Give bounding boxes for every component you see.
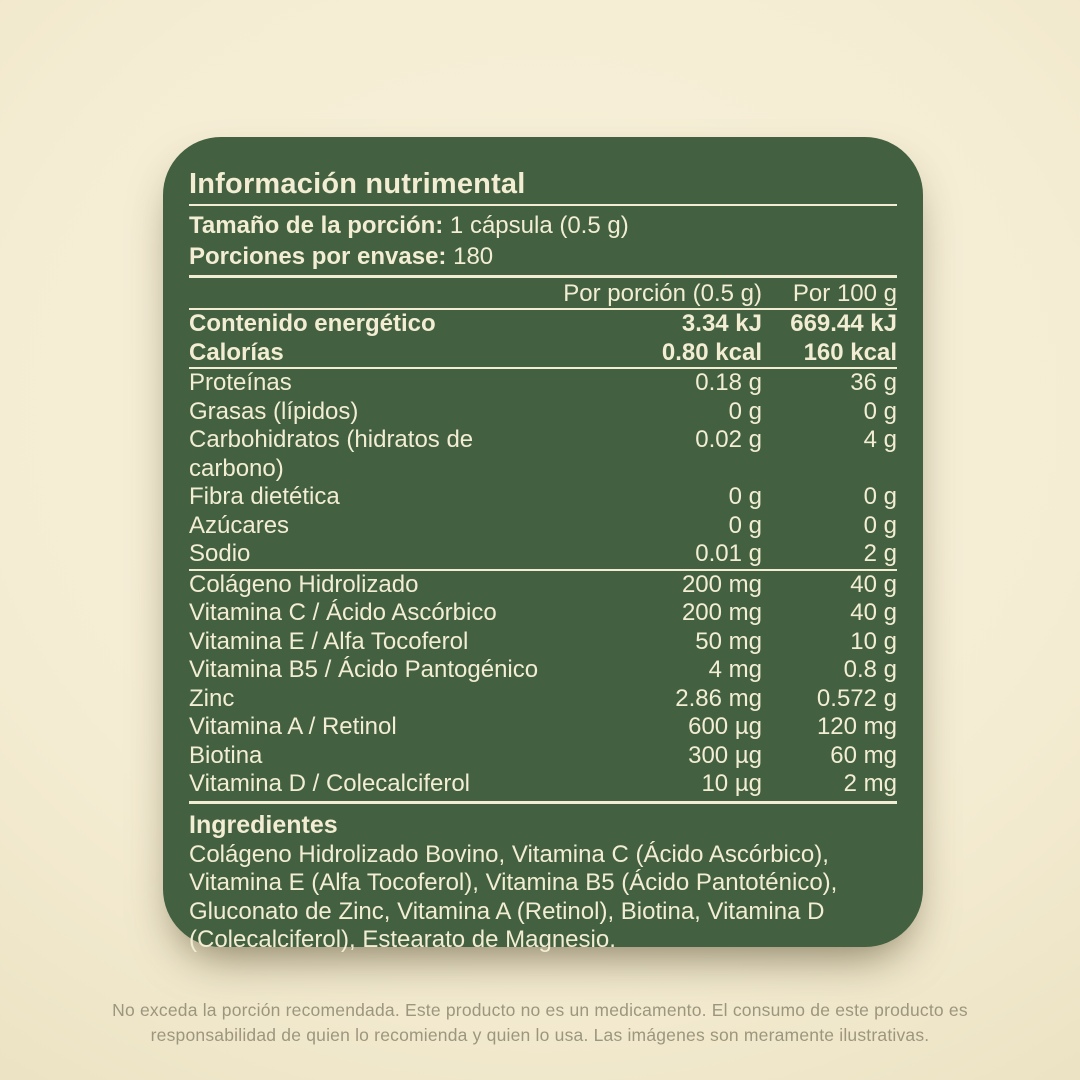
nutrient-row — [189, 770, 897, 799]
nutrient-name: Proteínas — [189, 369, 292, 396]
nutrient-per-serving: 0.01 g — [695, 540, 762, 567]
nutrient-per-serving: 0.80 kcal — [661, 338, 762, 366]
nutrient-name: Sodio — [189, 540, 251, 567]
disclaimer-line-1: No exceda la porción recomendada. Este producto no es un medicamento. El consumo de este producto es — [112, 999, 968, 1020]
nutrient-name: Zinc — [189, 684, 235, 712]
nutrient-per-100g: 0 g — [863, 397, 897, 425]
nutrient-per-serving: 0 g — [728, 511, 762, 539]
nutrient-per-100g: 36 g — [850, 369, 897, 396]
energy-rows — [189, 310, 897, 367]
disclaimer-text — [110, 998, 970, 1048]
ingredients-text: Colágeno Hidrolizado Bovino, Vitamina C (Ácido Ascórbico), Vitamina E (Alfa Tocoferol), Vitamina B5 (Ácido Pantoténico), Gluconato de Zinc, Vitamina A (Retinol), Biotina, Vitamina D (Colecalciferol), Estearato de Magnesio. — [189, 840, 838, 954]
nutrient-name: Vitamina B5 / Ácido Pantogénico — [189, 656, 539, 683]
nutrient-row — [189, 540, 897, 569]
nutrient-per-serving: 300 µg — [688, 741, 762, 769]
nutrient-per-serving: 200 mg — [681, 599, 762, 626]
serving-size-label: Tamaño de la porción: — [189, 212, 444, 239]
divider-before-ingredients — [189, 801, 897, 804]
nutrient-per-100g: 0 g — [863, 483, 897, 510]
nutrient-per-serving: 0.18 g — [695, 369, 762, 396]
nutrient-row — [189, 369, 897, 398]
nutrient-per-100g: 0.8 g — [843, 656, 897, 683]
nutrition-label-card — [163, 137, 923, 954]
column-header-per-100g: Por 100 g — [792, 280, 897, 307]
nutrient-per-100g: 0 g — [863, 511, 897, 539]
nutrient-name: Fibra dietética — [189, 483, 340, 510]
ingredients-title: Ingredientes — [189, 810, 338, 839]
nutrient-per-serving: 2.86 mg — [675, 684, 762, 712]
nutrient-row — [189, 512, 897, 541]
nutrient-per-serving: 10 µg — [701, 770, 762, 797]
nutrient-per-100g: 60 mg — [830, 741, 897, 769]
nutrient-per-100g: 160 kcal — [803, 338, 897, 366]
nutrient-row — [189, 742, 897, 771]
label-title: Información nutrimental — [189, 168, 526, 200]
macronutrient-rows — [189, 369, 897, 569]
nutrient-per-100g: 0.572 g — [816, 684, 897, 712]
nutrient-per-100g: 669.44 kJ — [790, 310, 897, 337]
nutrient-per-100g: 120 mg — [816, 713, 897, 740]
nutrient-name: Azúcares — [189, 511, 290, 539]
nutrient-per-serving: 4 mg — [708, 656, 762, 683]
nutrient-name: Contenido energético — [189, 310, 436, 337]
nutrient-per-serving: 600 µg — [688, 713, 762, 740]
divider-under-title — [189, 204, 897, 206]
nutrient-name: Vitamina E / Alfa Tocoferol — [189, 627, 469, 655]
serving-size-line — [189, 210, 897, 241]
nutrient-row — [189, 685, 897, 714]
nutrient-per-100g: 40 g — [850, 599, 897, 626]
nutrient-row — [189, 628, 897, 657]
nutrient-per-serving: 0 g — [728, 483, 762, 510]
nutrient-row — [189, 310, 897, 339]
nutrient-name: Vitamina A / Retinol — [189, 713, 397, 740]
nutrient-per-serving: 50 mg — [695, 627, 762, 655]
nutrient-row — [189, 339, 897, 368]
nutrient-per-serving: 3.34 kJ — [681, 310, 762, 337]
column-header-row — [189, 280, 897, 308]
nutrient-per-100g: 2 mg — [843, 770, 897, 797]
nutrient-name: Grasas (lípidos) — [189, 397, 359, 425]
nutrient-name: Vitamina D / Colecalciferol — [189, 770, 471, 797]
nutrient-row — [189, 426, 897, 483]
nutrient-name: Colágeno Hidrolizado — [189, 570, 419, 598]
nutrient-name: Biotina — [189, 741, 263, 769]
serving-size-value: 1 cápsula (0.5 g) — [449, 212, 629, 239]
nutrient-name: Carbohidratos (hidratos de carbono) — [189, 426, 474, 482]
divider-after-servings — [189, 275, 897, 278]
nutrient-per-100g: 40 g — [850, 570, 897, 598]
nutrient-per-100g: 2 g — [863, 540, 897, 567]
nutrient-name: Calorías — [189, 338, 284, 366]
servings-value: 180 — [453, 243, 494, 270]
nutrient-row — [189, 656, 897, 685]
nutrient-per-100g: 10 g — [850, 627, 897, 655]
nutrient-row — [189, 483, 897, 512]
supplement-rows — [189, 571, 897, 799]
nutrient-per-serving: 0 g — [728, 397, 762, 425]
nutrient-row — [189, 398, 897, 427]
nutrient-per-serving: 0.02 g — [695, 426, 762, 453]
nutrient-row — [189, 713, 897, 742]
servings-label: Porciones por envase: — [189, 243, 447, 270]
nutrient-name: Vitamina C / Ácido Ascórbico — [189, 599, 497, 626]
servings-per-container-line — [189, 241, 897, 272]
disclaimer-line-2: responsabilidad de quien lo recomienda y quien lo usa. Las imágenes son meramente ilustrativas. — [150, 1024, 930, 1045]
nutrient-per-100g: 4 g — [863, 426, 897, 453]
nutrient-row — [189, 599, 897, 628]
nutrient-row — [189, 571, 897, 600]
nutrient-per-serving: 200 mg — [681, 570, 762, 598]
serving-info — [189, 210, 897, 272]
column-header-per-serving: Por porción (0.5 g) — [563, 280, 762, 307]
